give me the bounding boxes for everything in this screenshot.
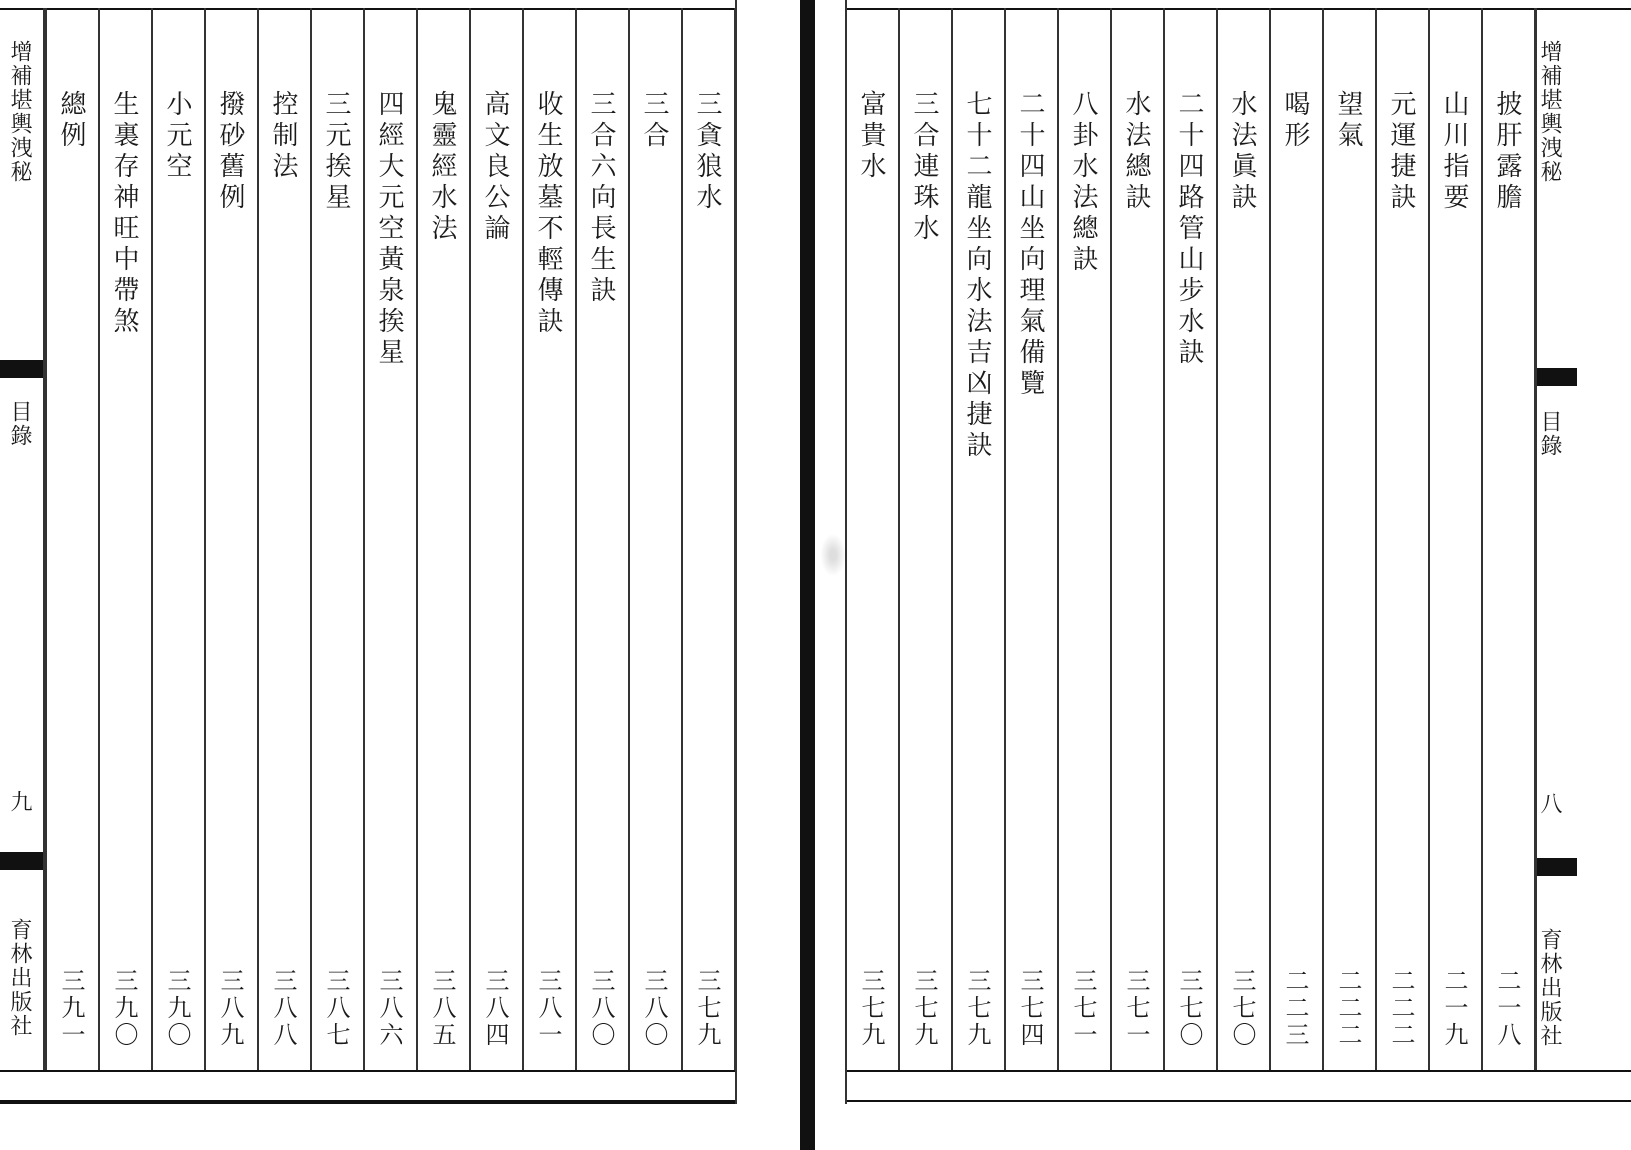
column-divider (310, 8, 312, 1070)
toc-entry-title[interactable]: 三合六向長生訣 (586, 90, 616, 307)
section-marker (1537, 368, 1577, 386)
column-divider (1534, 8, 1536, 1070)
toc-entry-title[interactable]: 喝形 (1280, 90, 1310, 152)
toc-entry-page: 三七九 (963, 968, 991, 1049)
toc-entry-title[interactable]: 披肝露膽 (1492, 90, 1522, 214)
toc-entry-title[interactable]: 七十二龍坐向水法吉凶捷訣 (962, 90, 992, 462)
toc-entry-title[interactable]: 三合連珠水 (909, 90, 939, 245)
column-divider (98, 8, 100, 1070)
toc-entry-title[interactable]: 三貪狼水 (692, 90, 722, 214)
toc-entry-title[interactable]: 撥砂舊例 (215, 90, 245, 214)
column-divider (845, 8, 847, 1070)
toc-entry-page: 三八五 (428, 968, 456, 1049)
column-divider (1004, 8, 1006, 1070)
section-marker (0, 360, 43, 378)
toc-entry-page: 三八〇 (587, 968, 615, 1049)
toc-entry-page: 三九〇 (163, 968, 191, 1049)
toc-entry-page: 三七一 (1122, 968, 1150, 1049)
toc-entry-page: 三七九 (910, 968, 938, 1049)
column-divider (204, 8, 206, 1070)
left-page (0, 0, 768, 1150)
section-label: 目錄 (7, 400, 32, 448)
column-divider (1428, 8, 1430, 1070)
toc-entry-page: 三八〇 (640, 968, 668, 1049)
toc-entry-title[interactable]: 控制法 (268, 90, 298, 183)
toc-entry-page: 二一八 (1493, 968, 1521, 1049)
top-rule (0, 8, 737, 10)
toc-entry-page: 二二二 (1387, 968, 1415, 1049)
toc-entry-page: 三七四 (1016, 968, 1044, 1049)
toc-entry-title[interactable]: 小元空 (162, 90, 192, 183)
column-divider (469, 8, 471, 1070)
section-label: 目錄 (1537, 410, 1562, 458)
toc-entry-title[interactable]: 水法總訣 (1121, 90, 1151, 214)
top-rule (845, 8, 1631, 10)
publisher: 育林出版社 (7, 918, 32, 1038)
column-divider (951, 8, 953, 1070)
column-divider (628, 8, 630, 1070)
toc-entry-page: 三八四 (481, 968, 509, 1049)
column-divider (1375, 8, 1377, 1070)
toc-entry-page: 三七一 (1069, 968, 1097, 1049)
toc-entry-page: 二一九 (1440, 968, 1468, 1049)
toc-entry-title[interactable]: 二十四路管山步水訣 (1174, 90, 1204, 369)
publisher: 育林出版社 (1537, 928, 1562, 1048)
toc-entry-title[interactable]: 山川指要 (1439, 90, 1469, 214)
column-divider (363, 8, 365, 1070)
toc-entry-title[interactable]: 水法眞訣 (1227, 90, 1257, 214)
toc-entry-title[interactable]: 高文良公論 (480, 90, 510, 245)
toc-entry-title[interactable]: 生裏存神旺中帶煞 (109, 90, 139, 338)
bottom-rule (845, 1070, 1631, 1072)
toc-entry-page: 三七〇 (1228, 968, 1256, 1049)
toc-entry-page: 三八九 (216, 968, 244, 1049)
toc-entry-title[interactable]: 三元挨星 (321, 90, 351, 214)
right-page (815, 0, 1631, 1150)
column-divider (45, 8, 47, 1070)
binding-gutter (800, 0, 815, 1150)
toc-entry-page: 三九〇 (110, 968, 138, 1049)
toc-entry-title[interactable]: 收生放墓不輕傳訣 (533, 90, 563, 338)
toc-entry-page: 二二三 (1281, 968, 1309, 1049)
column-divider (1110, 8, 1112, 1070)
toc-entry-title[interactable]: 四經大元空黃泉挨星 (374, 90, 404, 369)
column-divider (1269, 8, 1271, 1070)
book-title: 增補堪輿洩秘 (1537, 40, 1562, 184)
column-divider (575, 8, 577, 1070)
toc-entry-page: 三九一 (57, 968, 85, 1049)
column-divider (734, 8, 736, 1070)
column-divider (522, 8, 524, 1070)
toc-entry-title[interactable]: 總例 (56, 90, 86, 152)
page-number: 九 (7, 790, 32, 814)
column-divider (681, 8, 683, 1070)
toc-entry-title[interactable]: 八卦水法總訣 (1068, 90, 1098, 276)
column-divider (1481, 8, 1483, 1070)
toc-entry-page: 三七〇 (1175, 968, 1203, 1049)
toc-entry-page: 三八七 (322, 968, 350, 1049)
toc-entry-title[interactable]: 富貴水 (856, 90, 886, 183)
publisher-marker (1537, 858, 1577, 876)
toc-entry-page: 三八一 (534, 968, 562, 1049)
toc-entry-title[interactable]: 鬼靈經水法 (427, 90, 457, 245)
toc-entry-title[interactable]: 三合 (639, 90, 669, 152)
bottom-rule-outer (0, 1100, 737, 1104)
toc-entry-title[interactable]: 望氣 (1333, 90, 1363, 152)
toc-entry-page: 三七九 (857, 968, 885, 1049)
column-divider (1216, 8, 1218, 1070)
page-number: 八 (1537, 792, 1562, 816)
bottom-rule (0, 1070, 737, 1072)
column-divider (416, 8, 418, 1070)
book-title: 增補堪輿洩秘 (7, 40, 32, 184)
column-divider (1322, 8, 1324, 1070)
column-divider (898, 8, 900, 1070)
bottom-rule-outer (845, 1100, 1631, 1102)
column-divider (1057, 8, 1059, 1070)
toc-entry-page: 三八六 (375, 968, 403, 1049)
toc-entry-page: 三八八 (269, 968, 297, 1049)
toc-entry-title[interactable]: 元運捷訣 (1386, 90, 1416, 214)
toc-entry-title[interactable]: 二十四山坐向理氣備覽 (1015, 90, 1045, 400)
toc-entry-page: 二二二 (1334, 968, 1362, 1049)
column-divider (151, 8, 153, 1070)
toc-entry-page: 三七九 (693, 968, 721, 1049)
column-divider (1163, 8, 1165, 1070)
publisher-marker (0, 852, 43, 870)
column-divider (257, 8, 259, 1070)
